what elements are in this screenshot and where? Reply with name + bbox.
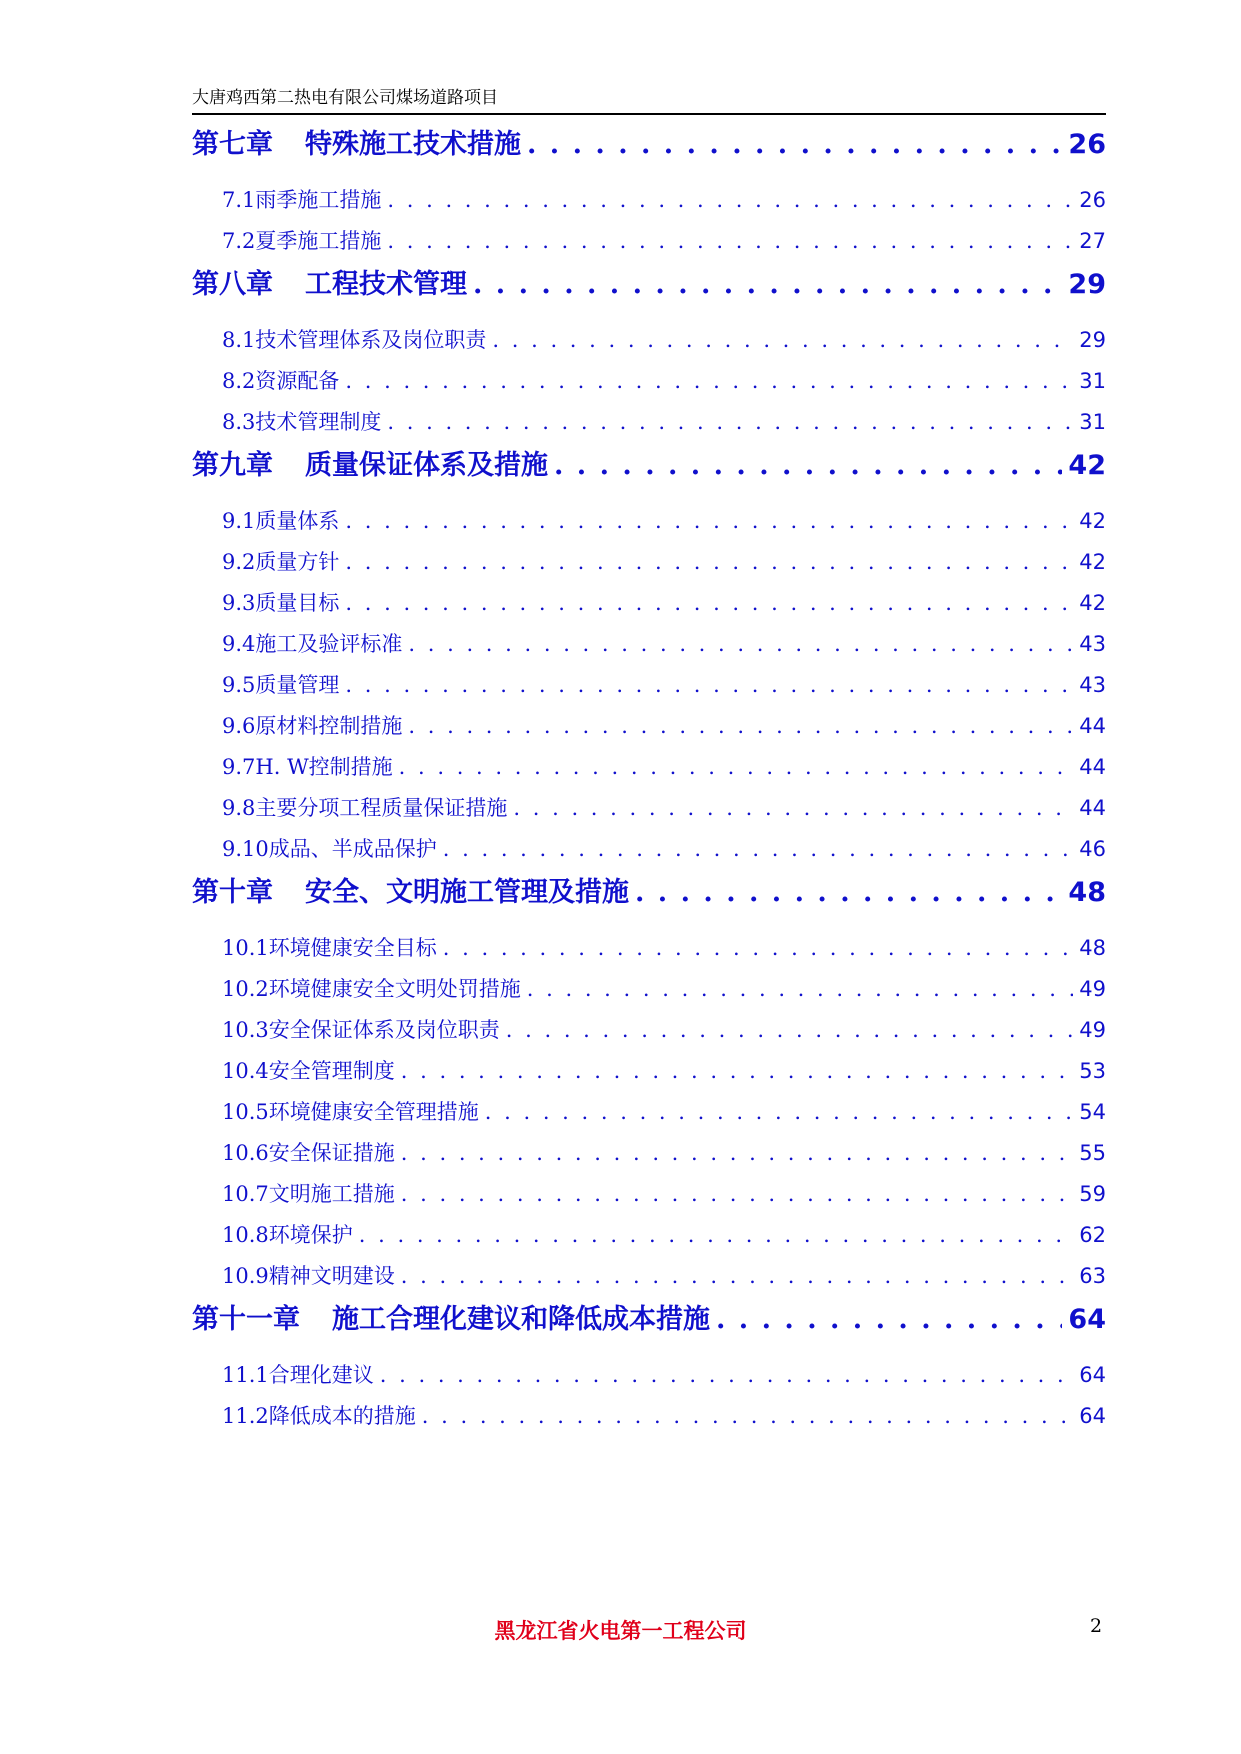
toc-entry-title: H. W控制措施: [255, 755, 393, 779]
toc-entry-number: 10.5: [222, 1100, 269, 1124]
toc-entry-number: 9.1: [222, 509, 256, 533]
toc-section-entry[interactable]: [192, 706, 1106, 746]
toc-section-entry[interactable]: [192, 1215, 1106, 1255]
toc-entry-page: 54: [1079, 1100, 1106, 1124]
toc-entry-number: 10.8: [222, 1223, 269, 1247]
toc-chapter-entry[interactable]: [192, 870, 1106, 916]
toc-entry-title: 施工及验评标准: [255, 632, 403, 656]
toc-dot-leader: [359, 1215, 1074, 1255]
toc-entry-page: 48: [1079, 936, 1106, 960]
toc-section-entry[interactable]: [192, 1174, 1106, 1214]
toc-entry-number: 9.8: [222, 796, 256, 820]
toc-entry-number: 10.2: [222, 977, 269, 1001]
running-header: 大唐鸡西第二热电有限公司煤场道路项目: [192, 88, 498, 108]
toc-entry-page: 42: [1079, 550, 1106, 574]
toc-entry-number: 9.2: [222, 550, 256, 574]
toc-section-entry[interactable]: [192, 1010, 1106, 1050]
toc-dot-leader: [473, 262, 1062, 308]
toc-chapter-entry[interactable]: [192, 262, 1106, 308]
toc-entry-number: 8.3: [222, 410, 256, 434]
toc-entry-title: 精神文明建设: [268, 1264, 395, 1288]
toc-dot-leader: [716, 1297, 1062, 1343]
toc-dot-leader: [443, 928, 1074, 968]
toc-entry-page: 59: [1079, 1182, 1106, 1206]
toc-dot-leader: [380, 1355, 1074, 1395]
toc-dot-leader: [422, 1396, 1074, 1436]
toc-section-entry[interactable]: [192, 180, 1106, 220]
toc-entry-page: 64: [1068, 1304, 1106, 1335]
toc-dot-leader: [399, 747, 1074, 787]
toc-entry-number: 10.1: [222, 936, 269, 960]
toc-entry-number: 11.2: [222, 1404, 269, 1428]
toc-entry-number: 10.6: [222, 1141, 269, 1165]
toc-section-entry[interactable]: [192, 361, 1106, 401]
toc-entry-title: 技术管理制度: [255, 410, 382, 434]
toc-dot-leader: [345, 542, 1073, 582]
toc-entry-number: 第十章: [192, 877, 273, 908]
toc-entry-title: 安全保证措施: [268, 1141, 395, 1165]
toc-entry-number: 8.2: [222, 369, 256, 393]
toc-dot-leader: [401, 1256, 1074, 1296]
toc-section-entry[interactable]: [192, 928, 1106, 968]
toc-entry-page: 26: [1068, 129, 1106, 160]
toc-dot-leader: [401, 1174, 1074, 1214]
toc-entry-number: 9.3: [222, 591, 256, 615]
toc-dot-leader: [387, 180, 1073, 220]
toc-dot-leader: [527, 969, 1074, 1009]
toc-entry-title: 施工合理化建议和降低成本措施: [332, 1304, 710, 1335]
toc-entry-number: 9.5: [222, 673, 256, 697]
toc-section-entry[interactable]: [192, 583, 1106, 623]
toc-entry-number: 10.4: [222, 1059, 269, 1083]
toc-entry-number: 7.1: [222, 188, 256, 212]
toc-entry-title: 技术管理体系及岗位职责: [255, 328, 487, 352]
toc-chapter-entry[interactable]: [192, 1297, 1106, 1343]
toc-entry-page: 64: [1079, 1363, 1106, 1387]
toc-entry-title: 安全管理制度: [268, 1059, 395, 1083]
toc-entry-title: 质量目标: [255, 591, 340, 615]
toc-section-entry[interactable]: [192, 1133, 1106, 1173]
toc-entry-number: 8.1: [222, 328, 256, 352]
toc-entry-title: 合理化建议: [268, 1363, 374, 1387]
toc-dot-leader: [401, 1133, 1074, 1173]
toc-entry-title: 主要分项工程质量保证措施: [255, 796, 508, 820]
toc-entry-title: 环境健康安全管理措施: [268, 1100, 479, 1124]
toc-entry-title: 特殊施工技术措施: [305, 129, 521, 160]
toc-entry-number: 9.6: [222, 714, 256, 738]
table-of-contents: [192, 122, 1106, 1572]
toc-entry-number: 9.10: [222, 837, 269, 861]
toc-section-entry[interactable]: [192, 320, 1106, 360]
toc-entry-page: 42: [1068, 450, 1106, 481]
header-rule: [192, 113, 1106, 115]
toc-entry-page: 48: [1068, 877, 1106, 908]
toc-entry-title: 成品、半成品保护: [268, 837, 437, 861]
toc-dot-leader: [345, 665, 1073, 705]
toc-entry-page: 31: [1079, 410, 1106, 434]
toc-dot-leader: [401, 1051, 1074, 1091]
toc-entry-number: 第八章: [192, 269, 273, 300]
toc-entry-page: 42: [1079, 509, 1106, 533]
toc-section-entry[interactable]: [192, 221, 1106, 261]
toc-entry-page: 62: [1079, 1223, 1106, 1247]
toc-entry-number: 9.7: [222, 755, 256, 779]
toc-entry-page: 43: [1079, 673, 1106, 697]
toc-entry-number: 9.4: [222, 632, 256, 656]
toc-section-entry[interactable]: [192, 829, 1106, 869]
toc-section-entry[interactable]: [192, 969, 1106, 1009]
toc-entry-title: 质量体系: [255, 509, 340, 533]
toc-entry-page: 44: [1079, 714, 1106, 738]
toc-entry-title: 夏季施工措施: [255, 229, 382, 253]
toc-entry-title: 质量管理: [255, 673, 340, 697]
toc-chapter-entry[interactable]: [192, 122, 1106, 168]
toc-entry-number: 第十一章: [192, 1304, 300, 1335]
toc-entry-page: 49: [1079, 1018, 1106, 1042]
page-number: 2: [1090, 1615, 1103, 1637]
toc-entry-page: 42: [1079, 591, 1106, 615]
toc-dot-leader: [345, 361, 1073, 401]
toc-dot-leader: [485, 1092, 1074, 1132]
toc-dot-leader: [345, 583, 1073, 623]
toc-entry-page: 29: [1068, 269, 1106, 300]
toc-dot-leader: [443, 829, 1074, 869]
toc-entry-number: 10.3: [222, 1018, 269, 1042]
toc-entry-title: 原材料控制措施: [255, 714, 403, 738]
toc-entry-page: 64: [1079, 1404, 1106, 1428]
toc-dot-leader: [513, 788, 1073, 828]
footer-company: 黑龙江省火电第一工程公司: [494, 1619, 747, 1643]
toc-entry-number: 第七章: [192, 129, 273, 160]
toc-entry-page: 29: [1079, 328, 1106, 352]
toc-chapter-entry[interactable]: [192, 443, 1106, 489]
toc-section-entry[interactable]: [192, 665, 1106, 705]
toc-section-entry[interactable]: [192, 1051, 1106, 1091]
toc-section-entry[interactable]: [192, 747, 1106, 787]
toc-section-entry[interactable]: [192, 1355, 1106, 1395]
toc-section-entry[interactable]: [192, 1256, 1106, 1296]
toc-dot-leader: [554, 443, 1062, 489]
toc-entry-title: 安全、文明施工管理及措施: [305, 877, 629, 908]
toc-entry-number: 7.2: [222, 229, 256, 253]
toc-entry-title: 环境健康安全目标: [268, 936, 437, 960]
toc-dot-leader: [387, 402, 1073, 442]
toc-section-entry[interactable]: [192, 1396, 1106, 1436]
toc-dot-leader: [408, 706, 1073, 746]
toc-dot-leader: [527, 122, 1062, 168]
toc-entry-title: 工程技术管理: [305, 269, 467, 300]
toc-entry-page: 43: [1079, 632, 1106, 656]
toc-section-entry[interactable]: [192, 501, 1106, 541]
toc-entry-page: 27: [1079, 229, 1106, 253]
toc-entry-title: 资源配备: [255, 369, 340, 393]
toc-dot-leader: [635, 870, 1062, 916]
toc-entry-title: 雨季施工措施: [255, 188, 382, 212]
toc-section-entry[interactable]: [192, 624, 1106, 664]
toc-dot-leader: [506, 1010, 1074, 1050]
toc-section-entry[interactable]: [192, 788, 1106, 828]
toc-section-entry[interactable]: [192, 1092, 1106, 1132]
toc-entry-number: 11.1: [222, 1363, 269, 1387]
toc-entry-page: 55: [1079, 1141, 1106, 1165]
toc-entry-title: 质量方针: [255, 550, 340, 574]
toc-entry-page: 49: [1079, 977, 1106, 1001]
toc-entry-page: 31: [1079, 369, 1106, 393]
toc-entry-page: 63: [1079, 1264, 1106, 1288]
toc-dot-leader: [408, 624, 1073, 664]
toc-entry-title: 降低成本的措施: [268, 1404, 416, 1428]
toc-section-entry[interactable]: [192, 402, 1106, 442]
toc-entry-title: 安全保证体系及岗位职责: [268, 1018, 500, 1042]
toc-entry-title: 环境健康安全文明处罚措施: [268, 977, 521, 1001]
toc-entry-title: 文明施工措施: [268, 1182, 395, 1206]
toc-entry-number: 10.7: [222, 1182, 269, 1206]
toc-dot-leader: [345, 501, 1073, 541]
toc-entry-page: 26: [1079, 188, 1106, 212]
toc-entry-page: 46: [1079, 837, 1106, 861]
toc-entry-number: 10.9: [222, 1264, 269, 1288]
toc-entry-page: 44: [1079, 755, 1106, 779]
toc-dot-leader: [387, 221, 1073, 261]
toc-entry-title: 质量保证体系及措施: [305, 450, 548, 481]
toc-entry-number: 第九章: [192, 450, 273, 481]
toc-dot-leader: [492, 320, 1073, 360]
toc-section-entry[interactable]: [192, 542, 1106, 582]
toc-entry-page: 44: [1079, 796, 1106, 820]
toc-entry-title: 环境保护: [268, 1223, 353, 1247]
toc-entry-page: 53: [1079, 1059, 1106, 1083]
